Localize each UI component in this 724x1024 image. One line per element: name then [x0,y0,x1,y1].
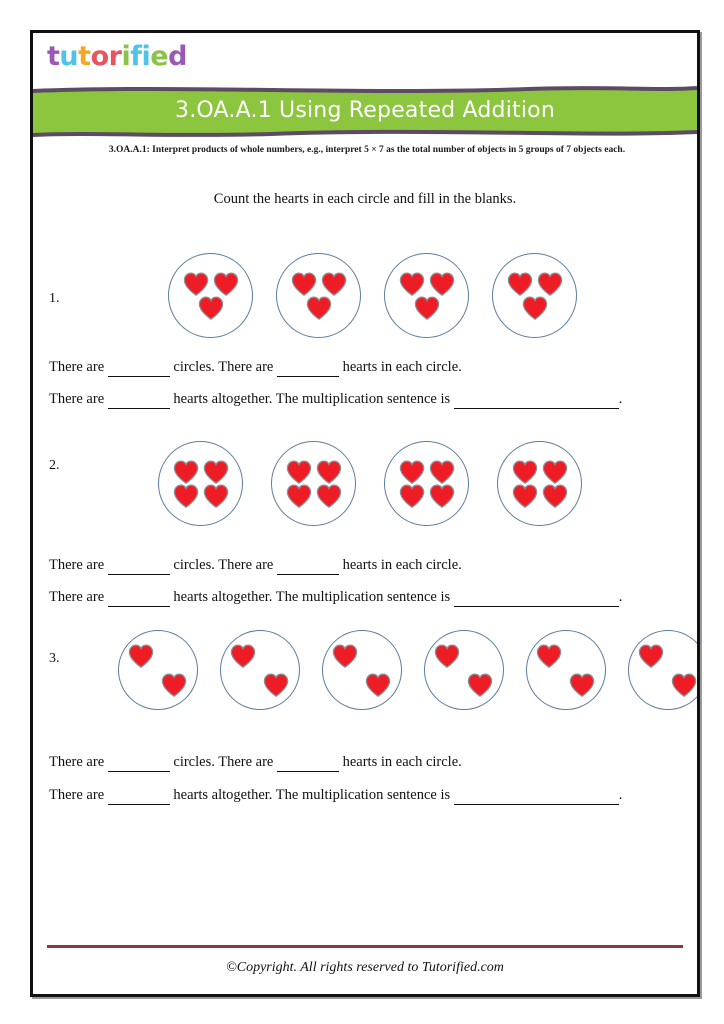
heart-circle [497,441,582,526]
heart-icon [203,484,229,508]
heart-shape [263,673,289,697]
blank-label-sentence-pre: hearts altogether. The multiplication sentence is [169,787,454,803]
heart-icon [173,460,199,484]
heart-shape [671,673,697,697]
heart-icon [161,673,187,697]
blank-label-hearts-each-pre: circles. There are [169,359,277,375]
heart-shape [173,484,199,508]
fill-in-blank-line-1-problem-2 [49,557,462,575]
answer-blank-hearts-total[interactable] [108,589,170,607]
answer-blank-hearts-each[interactable] [277,557,339,575]
heart-shape [173,460,199,484]
heart-icon [286,460,312,484]
circle-row-2 [158,441,582,526]
heart-shape [512,460,538,484]
heart-shape [429,484,455,508]
heart-shape [507,272,533,296]
answer-blank-multiplication-sentence[interactable] [454,391,619,409]
heart-shape [569,673,595,697]
problem-number-2: 2. [49,458,60,473]
heart-icon [173,484,199,508]
heart-circle [526,630,606,710]
heart-shape [536,644,562,668]
heart-icon [399,484,425,508]
heart-icon [522,296,548,320]
heart-shape [638,644,664,668]
blank-label-total-pre: There are [49,391,108,407]
heart-icon [429,272,455,296]
logo-letter-1: u [59,41,79,72]
heart-shape [399,484,425,508]
heart-circle [424,630,504,710]
heart-icon [332,644,358,668]
heart-icon [434,644,460,668]
worksheet-title: 3.OA.A.1 Using Repeated Addition [175,98,555,123]
heart-icon [638,644,664,668]
fill-in-blank-line-2-problem-2 [49,589,622,607]
heart-shape [365,673,391,697]
heart-shape [291,272,317,296]
heart-shape [522,296,548,320]
answer-blank-hearts-total[interactable] [108,787,170,805]
heart-shape [203,484,229,508]
fill-in-blank-line-1-problem-3 [49,754,462,772]
heart-shape [230,644,256,668]
heart-shape [399,460,425,484]
heart-icon [203,460,229,484]
blank-label-hearts-each-post: hearts in each circle. [338,754,462,770]
fill-in-blank-line-1-problem-1 [49,359,462,377]
heart-icon [128,644,154,668]
logo-letter-4: r [108,41,122,72]
heart-circle [276,253,361,338]
blank-label-hearts-each-pre: circles. There are [169,557,277,573]
heart-icon [537,272,563,296]
logo-letter-3: o [90,41,109,72]
heart-shape [537,272,563,296]
heart-circle [271,441,356,526]
answer-blank-hearts-each[interactable] [277,754,339,772]
heart-shape [434,644,460,668]
heart-icon [316,484,342,508]
heart-icon [507,272,533,296]
heart-icon [512,484,538,508]
logo-letter-2: t [78,41,91,72]
heart-shape [542,460,568,484]
answer-blank-hearts-total[interactable] [108,391,170,409]
heart-shape [286,484,312,508]
answer-blank-circle-count[interactable] [108,754,170,772]
worksheet-page [30,30,700,997]
blank-label-sentence-pre: hearts altogether. The multiplication sentence is [169,391,454,407]
heart-circle [492,253,577,338]
heart-icon [399,272,425,296]
heart-circle [118,630,198,710]
blank-label-sentence-post: . [618,589,623,605]
answer-blank-multiplication-sentence[interactable] [454,787,619,805]
heart-icon [321,272,347,296]
heart-circle [322,630,402,710]
blank-label-sentence-post: . [618,391,623,407]
logo-letter-7: i [141,41,151,72]
heart-shape [306,296,332,320]
heart-icon [230,644,256,668]
logo-letter-9: d [168,41,187,72]
heart-icon [316,460,342,484]
heart-shape [203,460,229,484]
heart-icon [286,484,312,508]
heart-circle [220,630,300,710]
heart-shape [512,484,538,508]
heart-shape [429,272,455,296]
footer-copyright: ©Copyright. All rights reserved to Tutorified.com [226,960,504,975]
tutorified-logo [47,43,187,70]
problem-number-3: 3. [49,651,60,666]
blank-label-circles-pre: There are [49,557,108,573]
heart-icon [306,296,332,320]
answer-blank-circle-count[interactable] [108,557,170,575]
heart-icon [429,460,455,484]
heart-circle [158,441,243,526]
heart-icon [213,272,239,296]
heart-shape [399,272,425,296]
heart-icon [512,460,538,484]
blank-label-sentence-post: . [618,787,623,803]
heart-icon [291,272,317,296]
heart-shape [542,484,568,508]
problem-number-1: 1. [49,291,60,306]
answer-blank-circle-count[interactable] [108,359,170,377]
logo-letter-5: i [121,41,131,72]
heart-icon [429,484,455,508]
heart-circle [168,253,253,338]
heart-shape [467,673,493,697]
blank-label-total-pre: There are [49,787,108,803]
heart-icon [569,673,595,697]
answer-blank-multiplication-sentence[interactable] [454,589,619,607]
heart-shape [414,296,440,320]
heart-shape [316,460,342,484]
blank-label-circles-pre: There are [49,754,108,770]
fill-in-blank-line-2-problem-1 [49,391,622,409]
heart-shape [183,272,209,296]
heart-icon [542,460,568,484]
heart-icon [198,296,224,320]
directions-text: Count the hearts in each circle and fill in the blanks. [213,191,517,207]
fill-in-blank-line-2-problem-3 [49,787,622,805]
heart-icon [183,272,209,296]
blank-label-total-pre: There are [49,589,108,605]
heart-shape [332,644,358,668]
footer-divider [47,945,683,948]
heart-icon [536,644,562,668]
heart-icon [542,484,568,508]
blank-label-circles-pre: There are [49,359,108,375]
heart-shape [128,644,154,668]
heart-shape [316,484,342,508]
heart-circle [384,253,469,338]
logo-letter-8: e [150,41,169,72]
heart-icon [467,673,493,697]
heart-shape [213,272,239,296]
circle-row-1 [168,253,577,338]
heart-shape [429,460,455,484]
logo-letter-6: f [130,41,142,72]
heart-shape [161,673,187,697]
heart-shape [286,460,312,484]
logo-letter-0: t [47,41,60,72]
standard-description: 3.OA.A.1: Interpret products of whole numbers, e.g., interpret 5 × 7 as the total number of objects in 5 groups of 7 objects each. [108,145,626,155]
heart-shape [321,272,347,296]
heart-icon [399,460,425,484]
blank-label-hearts-each-post: hearts in each circle. [338,359,462,375]
blank-label-sentence-pre: hearts altogether. The multiplication sentence is [169,589,454,605]
heart-icon [365,673,391,697]
heart-circle [384,441,469,526]
circle-row-3 [118,630,697,710]
heart-icon [414,296,440,320]
answer-blank-hearts-each[interactable] [277,359,339,377]
heart-circle [628,630,697,710]
heart-icon [263,673,289,697]
heart-icon [671,673,697,697]
title-banner [33,85,697,137]
blank-label-hearts-each-post: hearts in each circle. [338,557,462,573]
heart-shape [198,296,224,320]
blank-label-hearts-each-pre: circles. There are [169,754,277,770]
